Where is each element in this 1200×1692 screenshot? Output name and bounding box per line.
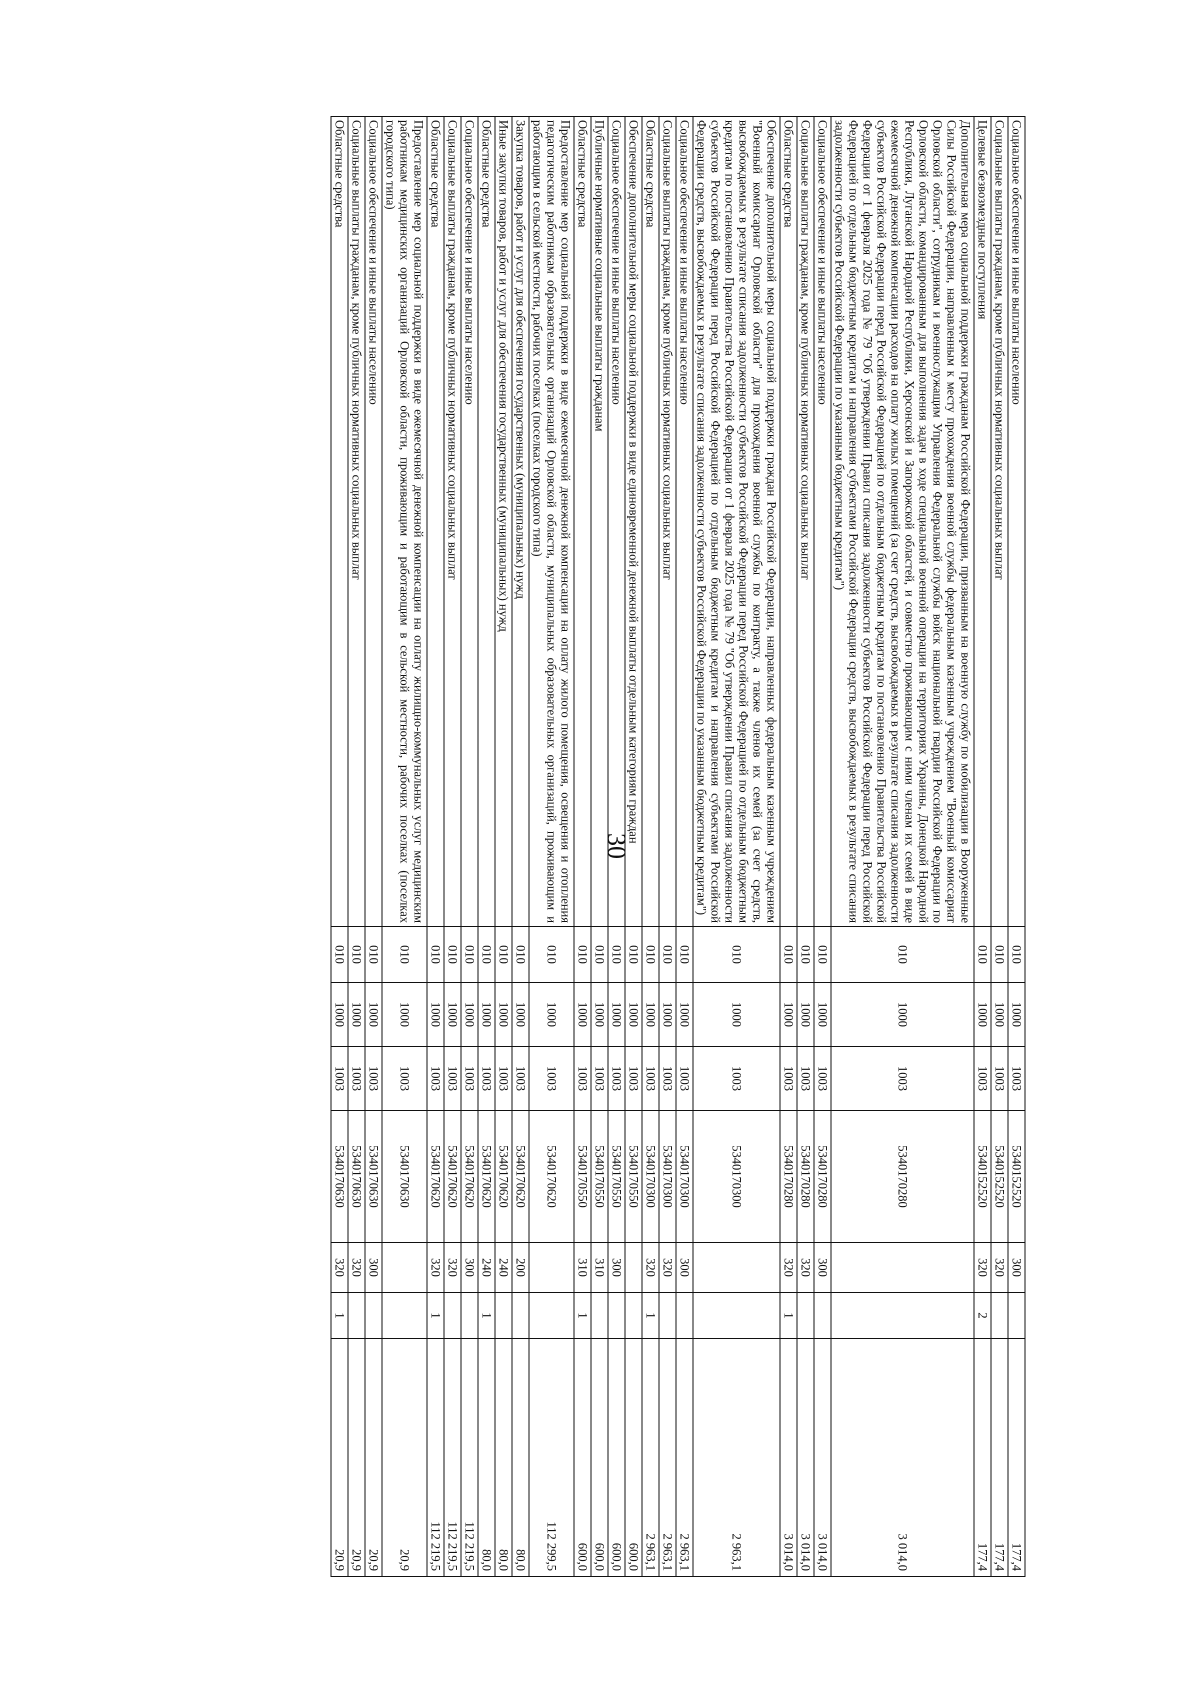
admin-code-cell: 010: [444, 927, 461, 983]
subsection-code-cell: 1003: [642, 1047, 659, 1111]
expense-type-code-cell: 310: [574, 1243, 591, 1293]
section-code-cell: 1000: [974, 983, 991, 1047]
row-description-cell: Предоставление мер социальной поддержки в виде ежемесячной денежной компенсации на оплату жилищно-коммунальных услуг медицинским работникам медицинских организаций Орловской области, проживающим и работающим в сельской местности, рабочих поселках (поселках городского типа): [382, 117, 427, 927]
target-article-code-cell: 5340170300: [659, 1111, 676, 1243]
amount-cell: 600,0: [625, 1339, 642, 1577]
table-row: [831, 117, 974, 1577]
funding-source-cell: 1: [780, 1293, 797, 1339]
funding-source-cell: [608, 1293, 625, 1339]
expense-type-code-cell: [529, 1243, 574, 1293]
target-article-code-cell: 5340170630: [331, 1111, 348, 1243]
subsection-code-cell: 1003: [427, 1047, 444, 1111]
subsection-code-cell: 1003: [659, 1047, 676, 1111]
section-code-cell: 1000: [642, 983, 659, 1047]
funding-source-cell: [591, 1293, 608, 1339]
section-code-cell: 1000: [693, 983, 780, 1047]
section-code-cell: 1000: [591, 983, 608, 1047]
target-article-code-cell: 5340170550: [625, 1111, 642, 1243]
row-description-cell: Социальные выплаты гражданам, кроме публичных нормативных социальных выплат: [991, 117, 1008, 927]
target-article-code-cell: 5340170620: [444, 1111, 461, 1243]
admin-code-cell: 010: [625, 927, 642, 983]
row-description-cell: Социальные выплаты гражданам, кроме публичных нормативных социальных выплат: [444, 117, 461, 927]
section-code-cell: 1000: [444, 983, 461, 1047]
target-article-code-cell: 5340170550: [591, 1111, 608, 1243]
subsection-code-cell: 1003: [693, 1047, 780, 1111]
table-row: [512, 117, 529, 1577]
table-row: [780, 117, 797, 1577]
admin-code-cell: 010: [365, 927, 382, 983]
funding-source-cell: [495, 1293, 512, 1339]
section-code-cell: 1000: [574, 983, 591, 1047]
subsection-code-cell: 1003: [831, 1047, 974, 1111]
amount-cell: 112 219,5: [444, 1339, 461, 1577]
expense-type-code-cell: 320: [427, 1243, 444, 1293]
table-row: [1008, 117, 1025, 1577]
subsection-code-cell: 1003: [348, 1047, 365, 1111]
funding-source-cell: [365, 1293, 382, 1339]
expense-type-code-cell: 200: [512, 1243, 529, 1293]
row-description-cell: Социальное обеспечение и иные выплаты населению: [676, 117, 693, 927]
funding-source-cell: [444, 1293, 461, 1339]
target-article-code-cell: 5340170620: [529, 1111, 574, 1243]
section-code-cell: 1000: [831, 983, 974, 1047]
table-row: [797, 117, 814, 1577]
table-row: [382, 117, 427, 1577]
amount-cell: 3 014,0: [814, 1339, 831, 1577]
expense-type-code-cell: 310: [591, 1243, 608, 1293]
funding-source-cell: [991, 1293, 1008, 1339]
subsection-code-cell: 1003: [625, 1047, 642, 1111]
table-row: [365, 117, 382, 1577]
table-row: [642, 117, 659, 1577]
subsection-code-cell: 1003: [991, 1047, 1008, 1111]
amount-cell: 600,0: [574, 1339, 591, 1577]
section-code-cell: 1000: [461, 983, 478, 1047]
target-article-code-cell: 5340152520: [1008, 1111, 1025, 1243]
section-code-cell: 1000: [608, 983, 625, 1047]
section-code-cell: 1000: [427, 983, 444, 1047]
section-code-cell: 1000: [478, 983, 495, 1047]
expense-type-code-cell: 320: [444, 1243, 461, 1293]
funding-source-cell: [831, 1293, 974, 1339]
table-row: [495, 117, 512, 1577]
admin-code-cell: 010: [591, 927, 608, 983]
target-article-code-cell: 5340152520: [991, 1111, 1008, 1243]
admin-code-cell: 010: [427, 927, 444, 983]
subsection-code-cell: 1003: [495, 1047, 512, 1111]
subsection-code-cell: 1003: [591, 1047, 608, 1111]
funding-source-cell: 1: [642, 1293, 659, 1339]
amount-cell: 20,9: [382, 1339, 427, 1577]
amount-cell: 2 963,1: [676, 1339, 693, 1577]
target-article-code-cell: 5340170620: [461, 1111, 478, 1243]
subsection-code-cell: 1003: [444, 1047, 461, 1111]
admin-code-cell: 010: [348, 927, 365, 983]
rotated-table-wrapper: [331, 116, 1026, 1576]
amount-cell: 112 219,5: [427, 1339, 444, 1577]
target-article-code-cell: 5340170550: [574, 1111, 591, 1243]
section-code-cell: 1000: [814, 983, 831, 1047]
admin-code-cell: 010: [831, 927, 974, 983]
funding-source-cell: 1: [427, 1293, 444, 1339]
amount-cell: 80,0: [512, 1339, 529, 1577]
table-row: [625, 117, 642, 1577]
table-row: [331, 117, 348, 1577]
row-description-cell: Областные средства: [478, 117, 495, 927]
subsection-code-cell: 1003: [331, 1047, 348, 1111]
subsection-code-cell: 1003: [780, 1047, 797, 1111]
row-description-cell: Социальное обеспечение и иные выплаты населению: [814, 117, 831, 927]
table-row: [348, 117, 365, 1577]
section-code-cell: 1000: [659, 983, 676, 1047]
table-row: [814, 117, 831, 1577]
admin-code-cell: 010: [478, 927, 495, 983]
subsection-code-cell: 1003: [478, 1047, 495, 1111]
admin-code-cell: 010: [382, 927, 427, 983]
table-row: [693, 117, 780, 1577]
row-description-cell: Обеспечение дополнительной меры социальной поддержки в виде единовременной денежной выплаты отдельным категориям граждан: [625, 117, 642, 927]
row-description-cell: Социальные выплаты гражданам, кроме публичных нормативных социальных выплат: [659, 117, 676, 927]
expense-type-code-cell: 320: [348, 1243, 365, 1293]
subsection-code-cell: 1003: [365, 1047, 382, 1111]
expense-type-code-cell: [831, 1243, 974, 1293]
target-article-code-cell: 5340170280: [797, 1111, 814, 1243]
funding-source-cell: 1: [331, 1293, 348, 1339]
expense-type-code-cell: 320: [659, 1243, 676, 1293]
row-description-cell: Социальное обеспечение и иные выплаты населению: [608, 117, 625, 927]
amount-cell: 3 014,0: [797, 1339, 814, 1577]
admin-code-cell: 010: [574, 927, 591, 983]
row-description-cell: Иные закупки товаров, работ и услуг для обеспечения государственных (муниципальных) нужд: [495, 117, 512, 927]
row-description-cell: Целевые безвозмездные поступления: [974, 117, 991, 927]
row-description-cell: Дополнительная мера социальной поддержки гражданам Российской Федерации, призванным на военную службу по мобилизации в Вооруженные Силы Российской Федерации, направленным к месту прохождения военной службы федеральным казенным учреждением "Военный комиссариат Орловской области", сотрудникам и военнослужащим Управления Федеральной службы войск национальной гвардии Российской Федерации по Орловской области, командированным для выполнения задач в ходе специальной военной операции на территориях Украины, Донецкой Народной Республики, Луганской Народной Республики, Херсонской и Запорожской областей, и совместно проживающим с ними членам их семей в виде ежемесячной денежной компенсации расходов на оплату жилых помещений (за счет средств, высвобождаемых в результате списания задолженности субъектов Российской Федерации перед Российской Федерацией по отдельным бюджетным кредитам по постановлению Правительства Российской Федерации от 1 февраля 2025 года № 79 "Об утверждении Правил списания задолженности субъектов Российской Федерации перед Российской Федерацией по отдельным бюджетным кредитам и направления субъектами Российской Федерации средств, высвобождаемых в результате списания задолженности субъектов Российской Федерации по указанным бюджетным кредитам"): [831, 117, 974, 927]
expense-type-code-cell: 300: [676, 1243, 693, 1293]
subsection-code-cell: 1003: [608, 1047, 625, 1111]
expense-type-code-cell: 320: [991, 1243, 1008, 1293]
admin-code-cell: 010: [693, 927, 780, 983]
table-row: [608, 117, 625, 1577]
expense-type-code-cell: 320: [797, 1243, 814, 1293]
row-description-cell: Закупка товаров, работ и услуг для обеспечения государственных (муниципальных) нужд: [512, 117, 529, 927]
subsection-code-cell: 1003: [529, 1047, 574, 1111]
section-code-cell: 1000: [797, 983, 814, 1047]
expense-type-code-cell: 300: [1008, 1243, 1025, 1293]
expense-type-code-cell: 300: [608, 1243, 625, 1293]
funding-source-cell: [348, 1293, 365, 1339]
target-article-code-cell: 5340170280: [831, 1111, 974, 1243]
funding-source-cell: [529, 1293, 574, 1339]
expense-type-code-cell: [625, 1243, 642, 1293]
row-description-cell: Областные средства: [427, 117, 444, 927]
subsection-code-cell: 1003: [974, 1047, 991, 1111]
admin-code-cell: 010: [991, 927, 1008, 983]
table-row: [461, 117, 478, 1577]
admin-code-cell: 010: [331, 927, 348, 983]
expense-type-code-cell: 320: [780, 1243, 797, 1293]
admin-code-cell: 010: [512, 927, 529, 983]
page-number: 30: [602, 833, 631, 859]
section-code-cell: 1000: [331, 983, 348, 1047]
target-article-code-cell: 5340170280: [780, 1111, 797, 1243]
amount-cell: 80,0: [478, 1339, 495, 1577]
table-row: [427, 117, 444, 1577]
admin-code-cell: 010: [659, 927, 676, 983]
admin-code-cell: 010: [974, 927, 991, 983]
row-description-cell: Публичные нормативные социальные выплаты гражданам: [591, 117, 608, 927]
table-row: [974, 117, 991, 1577]
table-row: [444, 117, 461, 1577]
amount-cell: 2 963,1: [693, 1339, 780, 1577]
section-code-cell: 1000: [348, 983, 365, 1047]
section-code-cell: 1000: [382, 983, 427, 1047]
admin-code-cell: 010: [461, 927, 478, 983]
row-description-cell: Обеспечение дополнительной меры социальной поддержки граждан Российской Федерации, направленных федеральным казенным учреждением "Военный комиссариат Орловской области" для прохождения военной службы по контракту, а также членов их семей (за счет средств, высвобождаемых в результате списания задолженности субъектов Российской Федерации перед Российской Федерацией по отдельным бюджетным кредитам по постановлению Правительства Российской Федерации от 1 февраля 2025 года № 79 "Об утверждении Правил списания задолженности субъектов Российской Федерации перед Российской Федерацией по отдельным бюджетным кредитам и направления субъектами Российской Федерации средств, высвобождаемых в результате списания задолженности субъектов Российской Федерации по указанным бюджетным кредитам"): [693, 117, 780, 927]
table-row: [478, 117, 495, 1577]
row-description-cell: Областные средства: [780, 117, 797, 927]
amount-cell: 600,0: [608, 1339, 625, 1577]
row-description-cell: Областные средства: [331, 117, 348, 927]
amount-cell: 177,4: [974, 1339, 991, 1577]
row-description-cell: Социальное обеспечение и иные выплаты населению: [1008, 117, 1025, 927]
section-code-cell: 1000: [495, 983, 512, 1047]
amount-cell: 80,0: [495, 1339, 512, 1577]
subsection-code-cell: 1003: [676, 1047, 693, 1111]
amount-cell: 600,0: [591, 1339, 608, 1577]
section-code-cell: 1000: [676, 983, 693, 1047]
amount-cell: 112 219,5: [461, 1339, 478, 1577]
admin-code-cell: 010: [642, 927, 659, 983]
admin-code-cell: 010: [1008, 927, 1025, 983]
expense-type-code-cell: 300: [365, 1243, 382, 1293]
target-article-code-cell: 5340170280: [814, 1111, 831, 1243]
expense-type-code-cell: 300: [461, 1243, 478, 1293]
admin-code-cell: 010: [495, 927, 512, 983]
amount-cell: 112 299,5: [529, 1339, 574, 1577]
admin-code-cell: 010: [797, 927, 814, 983]
amount-cell: 177,4: [1008, 1339, 1025, 1577]
row-description-cell: Областные средства: [642, 117, 659, 927]
funding-source-cell: [659, 1293, 676, 1339]
subsection-code-cell: 1003: [797, 1047, 814, 1111]
expense-type-code-cell: 300: [814, 1243, 831, 1293]
row-description-cell: Социальное обеспечение и иные выплаты населению: [461, 117, 478, 927]
funding-source-cell: 1: [478, 1293, 495, 1339]
expense-type-code-cell: 240: [478, 1243, 495, 1293]
target-article-code-cell: 5340170550: [608, 1111, 625, 1243]
section-code-cell: 1000: [625, 983, 642, 1047]
target-article-code-cell: 5340170630: [365, 1111, 382, 1243]
admin-code-cell: 010: [529, 927, 574, 983]
funding-source-cell: [382, 1293, 427, 1339]
target-article-code-cell: 5340170300: [693, 1111, 780, 1243]
subsection-code-cell: 1003: [574, 1047, 591, 1111]
expense-type-code-cell: 240: [495, 1243, 512, 1293]
table-row: [991, 117, 1008, 1577]
subsection-code-cell: 1003: [382, 1047, 427, 1111]
target-article-code-cell: 5340170620: [495, 1111, 512, 1243]
section-code-cell: 1000: [991, 983, 1008, 1047]
admin-code-cell: 010: [780, 927, 797, 983]
funding-source-cell: [676, 1293, 693, 1339]
amount-cell: 2 963,1: [659, 1339, 676, 1577]
row-description-cell: Предоставление мер социальной поддержки в виде ежемесячной денежной компенсации на оплату жилого помещения, освещения и отопления педагогическим работникам образовательных организаций Орловской области, муниципальных образовательных организаций, проживающим и работающим в сельской местности, рабочих поселках (поселках городского типа): [529, 117, 574, 927]
row-description-cell: Социальное обеспечение и иные выплаты населению: [365, 117, 382, 927]
amount-cell: 3 014,0: [831, 1339, 974, 1577]
target-article-code-cell: 5340170620: [478, 1111, 495, 1243]
section-code-cell: 1000: [512, 983, 529, 1047]
section-code-cell: 1000: [529, 983, 574, 1047]
admin-code-cell: 010: [814, 927, 831, 983]
funding-source-cell: [1008, 1293, 1025, 1339]
subsection-code-cell: 1003: [814, 1047, 831, 1111]
target-article-code-cell: 5340170630: [348, 1111, 365, 1243]
amount-cell: 20,9: [348, 1339, 365, 1577]
admin-code-cell: 010: [608, 927, 625, 983]
funding-source-cell: [814, 1293, 831, 1339]
amount-cell: 3 014,0: [780, 1339, 797, 1577]
funding-source-cell: [797, 1293, 814, 1339]
expense-type-code-cell: [382, 1243, 427, 1293]
row-description-cell: Социальные выплаты гражданам, кроме публичных нормативных социальных выплат: [797, 117, 814, 927]
target-article-code-cell: 5340170620: [512, 1111, 529, 1243]
admin-code-cell: 010: [676, 927, 693, 983]
subsection-code-cell: 1003: [1008, 1047, 1025, 1111]
funding-source-cell: [625, 1293, 642, 1339]
subsection-code-cell: 1003: [461, 1047, 478, 1111]
amount-cell: 20,9: [365, 1339, 382, 1577]
target-article-code-cell: 5340152520: [974, 1111, 991, 1243]
section-code-cell: 1000: [365, 983, 382, 1047]
table-body: [331, 117, 1025, 1577]
funding-source-cell: [461, 1293, 478, 1339]
table-row: [574, 117, 591, 1577]
table-row: [659, 117, 676, 1577]
target-article-code-cell: 5340170300: [676, 1111, 693, 1243]
expense-type-code-cell: 320: [642, 1243, 659, 1293]
amount-cell: 177,4: [991, 1339, 1008, 1577]
funding-source-cell: [693, 1293, 780, 1339]
table-row: [529, 117, 574, 1577]
section-code-cell: 1000: [1008, 983, 1025, 1047]
expense-type-code-cell: [693, 1243, 780, 1293]
funding-source-cell: 2: [974, 1293, 991, 1339]
amount-cell: 20,9: [331, 1339, 348, 1577]
expense-type-code-cell: 320: [331, 1243, 348, 1293]
target-article-code-cell: 5340170300: [642, 1111, 659, 1243]
target-article-code-cell: 5340170620: [427, 1111, 444, 1243]
table-row: [591, 117, 608, 1577]
row-description-cell: Социальные выплаты гражданам, кроме публичных нормативных социальных выплат: [348, 117, 365, 927]
funding-source-cell: [512, 1293, 529, 1339]
target-article-code-cell: 5340170630: [382, 1111, 427, 1243]
funding-source-cell: 1: [574, 1293, 591, 1339]
subsection-code-cell: 1003: [512, 1047, 529, 1111]
amount-cell: 2 963,1: [642, 1339, 659, 1577]
row-description-cell: Областные средства: [574, 117, 591, 927]
expense-type-code-cell: 320: [974, 1243, 991, 1293]
section-code-cell: 1000: [780, 983, 797, 1047]
table-row: [676, 117, 693, 1577]
budget-table: [331, 116, 1026, 1577]
